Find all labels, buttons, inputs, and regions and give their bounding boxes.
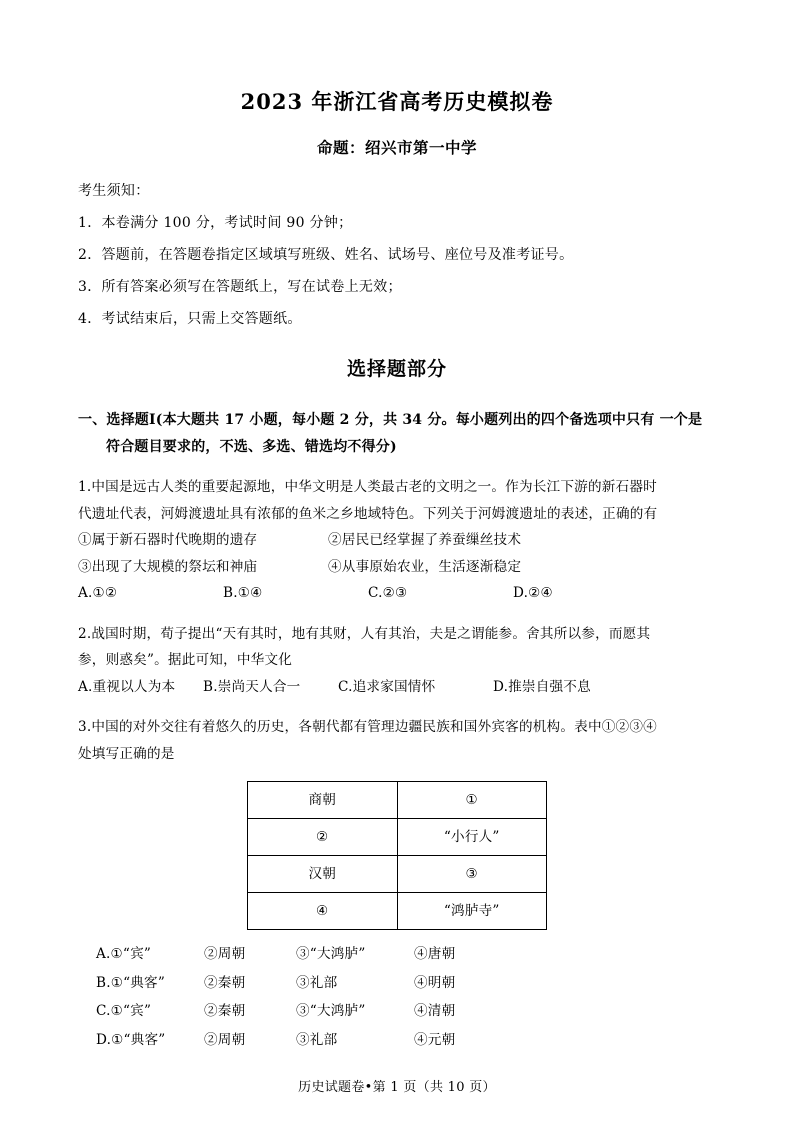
notice-item-4: 4．考试结束后，只需上交答题纸。 bbox=[78, 311, 302, 327]
question-3-option-d-part1: D.①“典客” bbox=[96, 1031, 166, 1048]
question-2 bbox=[78, 621, 716, 701]
question-3-table bbox=[247, 781, 547, 930]
table-cell-dynasty-1: 商朝 bbox=[248, 782, 398, 819]
part-instructions bbox=[78, 407, 716, 460]
table-row bbox=[248, 782, 547, 819]
question-1-option-a[interactable]: A.①② bbox=[78, 585, 118, 602]
notice-item-2: 2．答题前，在答题卷指定区域填写班级、姓名、试场号、座位号及准考证号。 bbox=[78, 247, 574, 263]
notice-heading: 考生须知： bbox=[78, 183, 150, 199]
question-1-option-d[interactable]: D.②④ bbox=[513, 585, 553, 602]
page-footer: 历史试题卷•第 1 页（共 10 页） bbox=[298, 1080, 496, 1095]
question-3-stem-line2: 处填写正确的是 bbox=[78, 745, 175, 762]
question-3-option-c-part4: ④清朝 bbox=[414, 1003, 456, 1020]
table-row bbox=[248, 893, 547, 930]
table-cell-office-1: ① bbox=[397, 782, 547, 819]
question-3-option-b-part4: ④明朝 bbox=[414, 974, 456, 991]
table-row bbox=[248, 856, 547, 893]
question-1-stem-line2: 代遗址代表，河姆渡遗址具有浓郁的鱼米之乡地域特色。下列关于河姆渡遗址的表述，正确的有 bbox=[78, 505, 658, 522]
question-3-option-c[interactable] bbox=[78, 997, 716, 1026]
question-1-option-c[interactable]: C.②③ bbox=[368, 585, 408, 602]
table-cell-dynasty-3: 汉朝 bbox=[248, 856, 398, 893]
table-cell-dynasty-4: ④ bbox=[248, 893, 398, 930]
part-instructions-line1: 一、选择题Ⅰ(本大题共 17 小题，每小题 2 分，共 34 分。每小题列出的四个备选项中只有 一个是 bbox=[78, 412, 703, 428]
question-3-option-a-part2: ②周朝 bbox=[204, 946, 246, 963]
part-instructions-line2: 符合题目要求的，不选、多选、错选均不得分) bbox=[106, 438, 397, 455]
question-3-option-d-part2: ②周朝 bbox=[204, 1031, 246, 1048]
question-3-option-b-part1: B.①“典客” bbox=[96, 974, 165, 991]
question-1-statements-row1 bbox=[78, 527, 716, 554]
question-2-stem-line1: 2.战国时期，荀子提出“天有其时，地有其财，人有其治，夫是之谓能参。舍其所以参，而愿其 bbox=[78, 625, 651, 642]
question-2-option-d[interactable]: D.推崇自强不息 bbox=[493, 678, 591, 695]
question-3-option-a[interactable] bbox=[78, 940, 716, 969]
question-3-option-b-part2: ②秦朝 bbox=[204, 974, 246, 991]
question-2-option-b[interactable]: B.崇尚天人合一 bbox=[203, 678, 301, 695]
question-3-option-c-part3: ③“大鸿胪” bbox=[296, 1003, 366, 1020]
question-3-option-a-part4: ④唐朝 bbox=[414, 946, 456, 963]
table-row bbox=[248, 819, 547, 856]
question-1-statement-4: ④从事原始农业，生活逐渐稳定 bbox=[328, 558, 522, 575]
question-1-statement-1: ①属于新石器时代晚期的遗存 bbox=[78, 532, 258, 549]
question-1 bbox=[78, 474, 716, 607]
question-1-statement-2: ②居民已经掌握了养蚕缫丝技术 bbox=[328, 532, 522, 549]
question-3-option-b[interactable] bbox=[78, 969, 716, 998]
question-3-option-a-part3: ③“大鸿胪” bbox=[296, 946, 366, 963]
section-title: 选择题部分 bbox=[346, 358, 447, 380]
question-3-option-a-part1: A.①“宾” bbox=[96, 946, 152, 963]
question-3-stem-line1: 3.中国的对外交往有着悠久的历史，各朝代都有管理边疆民族和国外宾客的机构。表中①②③④ bbox=[78, 719, 657, 736]
question-1-option-b[interactable]: B.①④ bbox=[223, 585, 263, 602]
question-2-option-a[interactable]: A.重视以人为本 bbox=[78, 678, 176, 695]
question-3-option-d-part3: ③礼部 bbox=[296, 1031, 338, 1048]
table-cell-dynasty-2: ② bbox=[248, 819, 398, 856]
table-cell-office-4: “鸿胪寺” bbox=[397, 893, 547, 930]
page-title: 2023 年浙江省高考历史模拟卷 bbox=[240, 89, 554, 114]
notice-item-3: 3．所有答案必须写在答题纸上，写在试卷上无效； bbox=[78, 279, 402, 295]
question-1-options bbox=[78, 580, 716, 607]
question-3-option-c-part2: ②秦朝 bbox=[204, 1003, 246, 1020]
table-cell-office-2: “小行人” bbox=[397, 819, 547, 856]
table-cell-office-3: ③ bbox=[397, 856, 547, 893]
question-3 bbox=[78, 714, 716, 1054]
question-3-option-d[interactable] bbox=[78, 1026, 716, 1055]
question-3-option-b-part3: ③礼部 bbox=[296, 974, 338, 991]
notice-item-1: 1．本卷满分 100 分，考试时间 90 分钟； bbox=[78, 215, 353, 231]
question-1-stem-line1: 1.中国是远古人类的重要起源地，中华文明是人类最古老的文明之一。作为长江下游的新石器时 bbox=[78, 479, 657, 496]
question-1-statement-3: ③出现了大规模的祭坛和神庙 bbox=[78, 558, 258, 575]
question-2-stem-line2: 参，则惑矣”。据此可知，中华文化 bbox=[78, 652, 293, 669]
question-3-option-c-part1: C.①“宾” bbox=[96, 1003, 152, 1020]
question-3-option-d-part4: ④元朝 bbox=[414, 1031, 456, 1048]
page-subtitle: 命题：绍兴市第一中学 bbox=[316, 138, 477, 157]
question-2-option-c[interactable]: C.追求家国情怀 bbox=[338, 678, 436, 695]
question-2-options bbox=[78, 674, 716, 701]
question-1-statements-row2 bbox=[78, 554, 716, 581]
